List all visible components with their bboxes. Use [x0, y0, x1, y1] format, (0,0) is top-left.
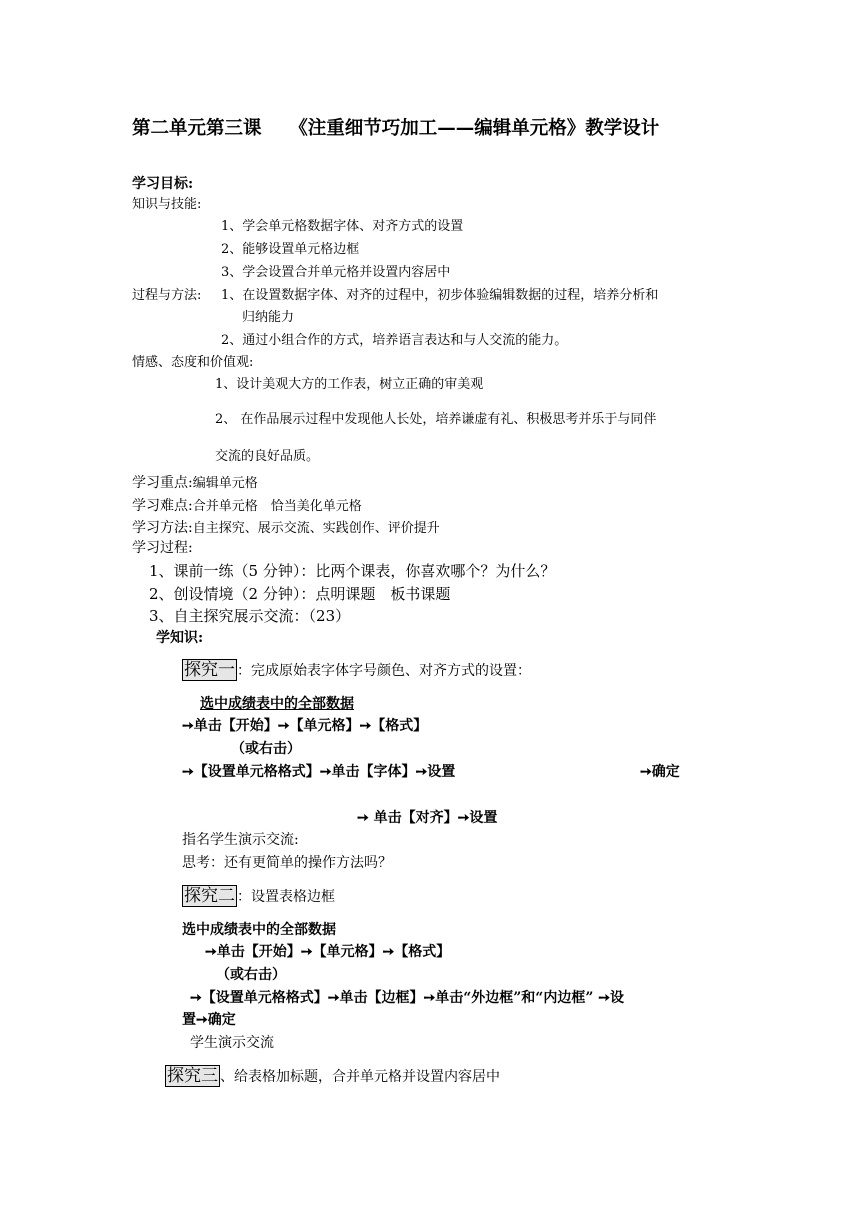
key-point-label: 学习重点:: [132, 475, 193, 491]
knowledge-item: 2、能够设置单元格边框: [221, 242, 360, 257]
key-point-row: [132, 472, 258, 492]
step-item: 2、创设情境（2 分钟）：点明课题 板书课题: [149, 585, 451, 603]
process-heading: 学习过程:: [132, 540, 193, 556]
emotion-item: 2、 在作品展示过程中发现他人长处，培养谦虚有礼、积极思考并乐于与同伴: [215, 412, 657, 427]
step-item: 3、自主探究展示交流：（23）: [149, 607, 351, 625]
process-item-cont: 归纳能力: [242, 310, 295, 325]
inquiry1-step: ➙ 单击【对齐】➙设置: [357, 810, 498, 826]
inquiry1-step: 选中成绩表中的全部数据: [200, 696, 354, 712]
inquiry1-note: 指名学生演示交流:: [182, 832, 299, 848]
inquiry2-note: 学生演示交流: [190, 1035, 274, 1051]
inquiry1-text: ：完成原始表字体字号颜色、对齐方式的设置：: [237, 663, 531, 679]
knowledge-item: 3、学会设置合并单元格并设置内容居中: [221, 265, 451, 280]
inquiry2-text: ：设置表格边框: [237, 889, 335, 905]
emotion-label: 情感、态度和价值观:: [132, 355, 254, 370]
objectives-heading: 学习目标:: [132, 176, 194, 192]
difficulty-label: 学习难点:: [132, 498, 193, 514]
difficulty-text: 合并单元格 恰当美化单元格: [192, 499, 362, 514]
inquiry2-tag: 探究二: [184, 886, 235, 906]
inquiry1-tag: 探究一: [184, 660, 235, 680]
inquiry2-step: ➙【设置单元格格式】➙单击【边框】➙单击“外边框”和“内边框” ➙设: [190, 990, 625, 1006]
inquiry3-row: [165, 1066, 500, 1086]
knowledge-item: 1、学会单元格数据字体、对齐方式的设置: [221, 219, 464, 234]
inquiry1-note: 思考：还有更简单的操作方法吗？: [182, 855, 392, 871]
inquiry1-step: ➙确定: [640, 764, 680, 780]
key-point-text: 编辑单元格: [192, 476, 258, 491]
method-label: 学习方法:: [132, 520, 193, 536]
inquiry1-row: [182, 660, 531, 680]
inquiry3-tag: 探究三: [167, 1066, 218, 1086]
inquiry2-step: ➙单击【开始】➙【单元格】➙【格式】: [205, 944, 451, 960]
inquiry1-step: （或右击）: [231, 741, 301, 757]
emotion-item: 1、设计美观大方的工作表，树立正确的审美观: [215, 377, 484, 392]
emotion-item-cont: 交流的良好品质。: [215, 449, 320, 464]
inquiry1-step: ➙【设置单元格格式】➙单击【字体】➙设置: [182, 764, 456, 780]
method-row: [132, 517, 440, 537]
learn-heading: 学知识:: [156, 630, 204, 646]
inquiry3-text: 、给表格加标题，合并单元格并设置内容居中: [220, 1069, 500, 1085]
difficulty-row: [132, 495, 362, 515]
page-title: 第二单元第三课 《注重细节巧加工——编辑单元格》教学设计: [132, 118, 660, 139]
inquiry1-step: ➙单击【开始】➙【单元格】➙【格式】: [182, 718, 428, 734]
process-label: 过程与方法:: [132, 288, 202, 303]
step-item: 1、课前一练（5 分钟）：比两个课表，你喜欢哪个？为什么？: [149, 562, 556, 580]
method-text: 自主探究、展示交流、实践创作、评价提升: [192, 521, 440, 536]
process-item: 1、在设置数据字体、对齐的过程中，初步体验编辑数据的过程，培养分析和: [221, 288, 659, 303]
inquiry2-row: [182, 886, 335, 906]
knowledge-label: 知识与技能:: [132, 197, 202, 212]
inquiry2-step: 选中成绩表中的全部数据: [182, 922, 336, 938]
process-item: 2、通过小组合作的方式，培养语言表达和与人交流的能力。: [221, 333, 568, 348]
inquiry2-step: 置➙确定: [182, 1012, 236, 1028]
inquiry2-step: （或右击）: [216, 967, 286, 983]
